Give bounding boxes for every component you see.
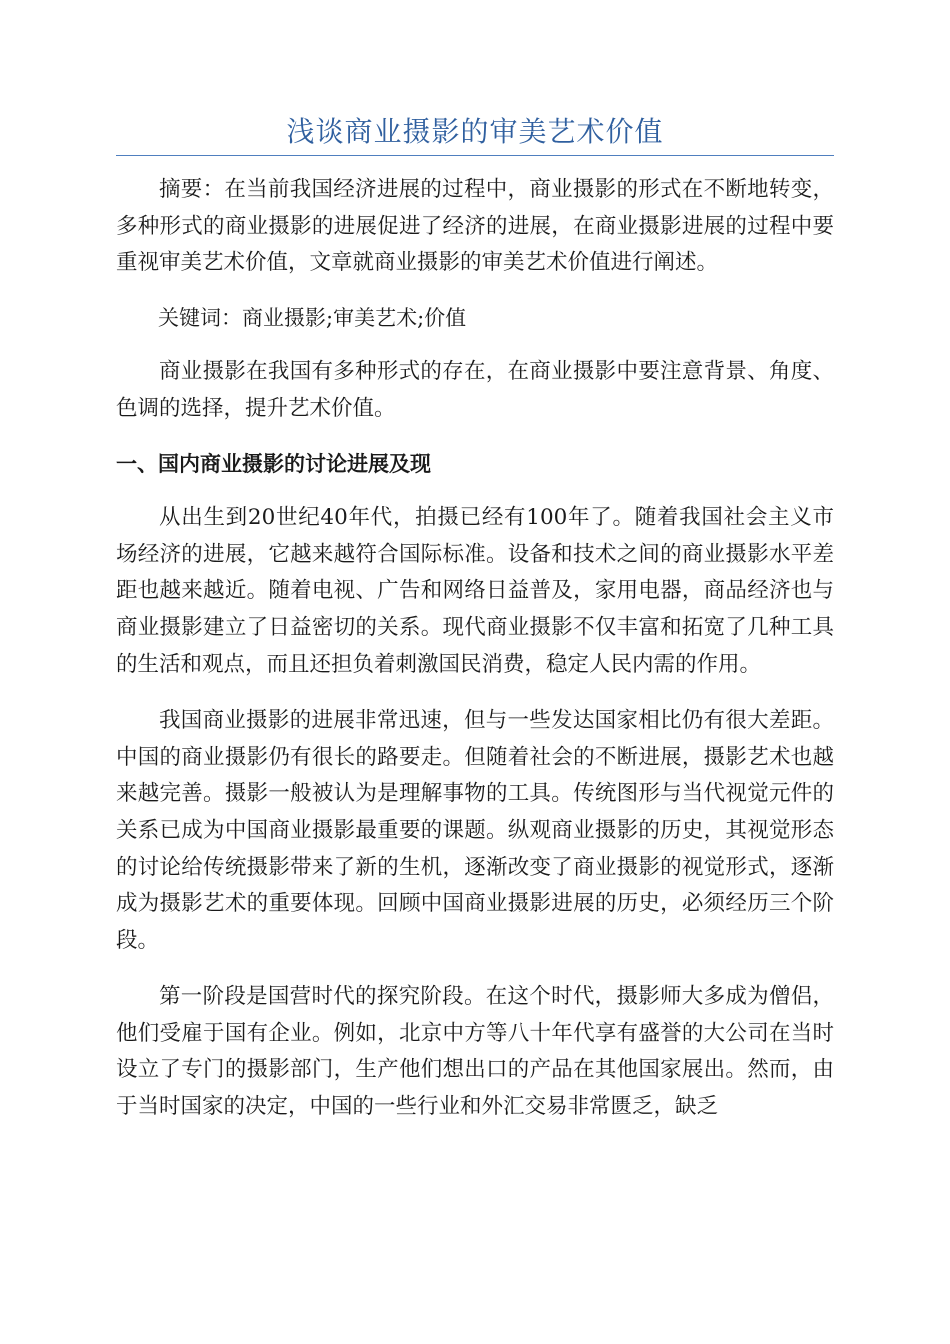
body-paragraph: 第一阶段是国营时代的探究阶段。在这个时代，摄影师大多成为僧侣，他们受雇于国有企业。例如，北京中方等八十年代享有盛誉的大公司在当时设立了专门的摄影部门，生产他们想出口的产品在其他国家展出。然而，由于当时国家的决定，中国的一些行业和外汇交易非常匮乏，缺乏 (116, 984, 834, 1120)
abstract-paragraph: 摘要：在当前我国经济进展的过程中，商业摄影的形式在不断地转变，多种形式的商业摄影的进展促进了经济的进展，在商业摄影进展的过程中要重视审美艺术价值，文章就商业摄影的审美艺术价值进行阐述。 (116, 177, 834, 276)
keywords-line: 关键词：商业摄影;审美艺术;价值 (158, 305, 467, 330)
intro-paragraph: 商业摄影在我国有多种形式的存在，在商业摄影中要注意背景、角度、色调的选择，提升艺术价值。 (116, 359, 834, 421)
section-heading: 一、国内商业摄影的讨论进展及现 (116, 450, 431, 476)
body-paragraph: 从出生到20世纪40年代，拍摄已经有100年了。随着我国社会主义市场经济的进展，它越来越符合国际标准。设备和技术之间的商业摄影水平差距也越来越近。随着电视、广告和网络日益普及，家用电器，商品经济也与商业摄影建立了日益密切的关系。现代商业摄影不仅丰富和拓宽了几种工具的生活和观点，而且还担负着刺激国民消费，稳定人民内需的作用。 (116, 505, 834, 677)
document-title: 浅谈商业摄影的审美艺术价值 (286, 115, 664, 148)
document-body (116, 172, 834, 1144)
body-paragraph: 我国商业摄影的进展非常迅速，但与一些发达国家相比仍有很大差距。中国的商业摄影仍有很长的路要走。但随着社会的不断进展，摄影艺术也越来越完善。摄影一般被认为是理解事物的工具。传统图形与当代视觉元件的关系已成为中国商业摄影最重要的课题。纵观商业摄影的历史，其视觉形态的讨论给传统摄影带来了新的生机，逐渐改变了商业摄影的视觉形式，逐渐成为摄影艺术的重要体现。回顾中国商业摄影进展的历史，必须经历三个阶段。 (116, 708, 834, 953)
title-underline (116, 155, 834, 156)
